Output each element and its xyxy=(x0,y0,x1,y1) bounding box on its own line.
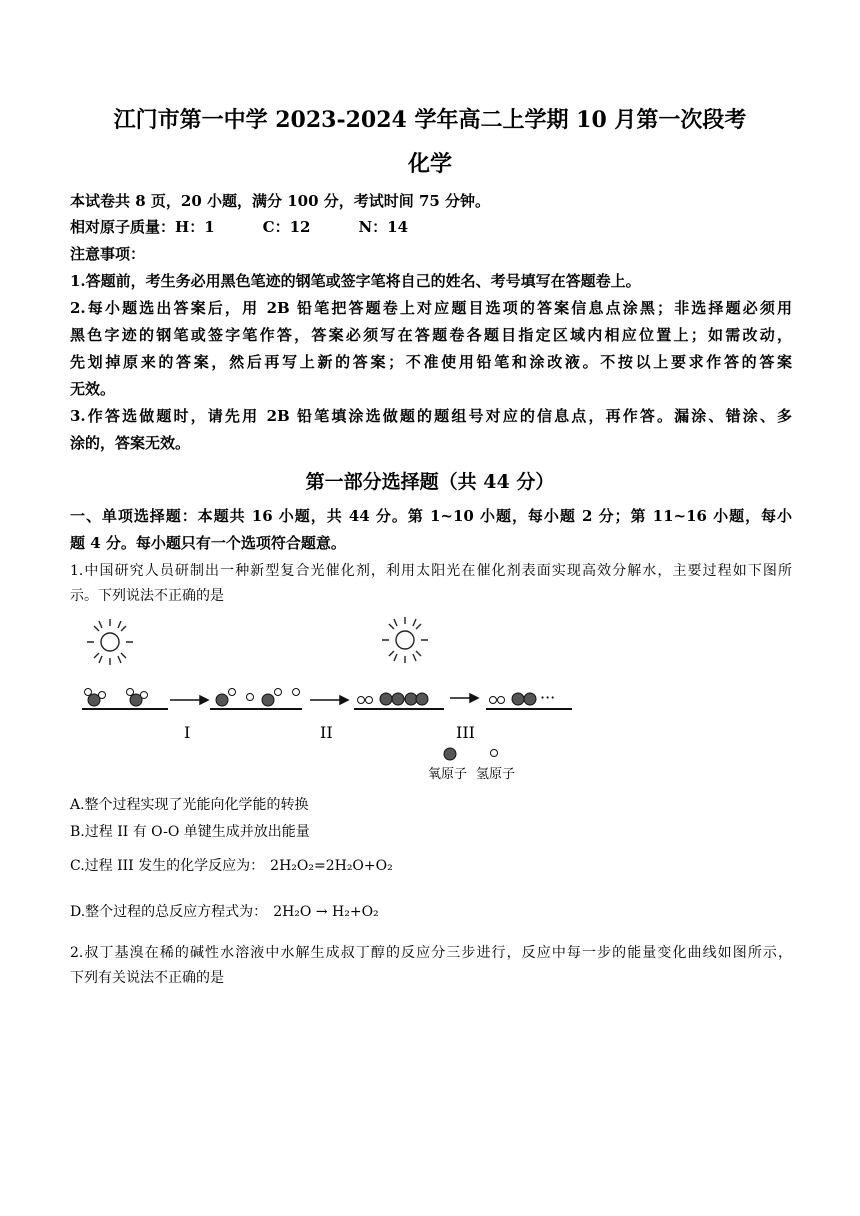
q1-option-b: B.过程 II 有 O-O 单键生成并放出能量 xyxy=(70,824,310,840)
q1-option-c xyxy=(70,855,792,875)
mass-c: C：12 xyxy=(262,218,311,236)
atomic-mass-line xyxy=(70,216,792,237)
legend-hydrogen-atom-icon xyxy=(491,750,498,757)
part1-instructions-a: 一、单项选择题：本题共 16 小题，共 44 分。第 1~10 小题，每小题 2 分；第 11~16 小题，每小 xyxy=(70,507,792,525)
notice-2-line-a: 2.每小题选出答案后，用 2B 铅笔把答题卷上对应题目选项的答案信息点涂黑；非选择题必须用 xyxy=(70,299,792,317)
notice-title: 注意事项： xyxy=(70,245,146,263)
molecules-stage-1 xyxy=(85,689,148,707)
q1-option-c-equation: 2H₂O₂=2H₂O+O₂ xyxy=(270,858,393,874)
step-label-1: I xyxy=(184,723,191,742)
subject-title: 化学 xyxy=(407,151,452,177)
arrow-1-head xyxy=(200,696,208,704)
molecules-stage-2 xyxy=(216,689,300,707)
notice-2-line-d: 无效。 xyxy=(70,380,116,398)
arrow-3-head xyxy=(470,694,478,702)
legend-hydrogen-label: 氢原子 xyxy=(476,767,516,782)
sun-icon-2 xyxy=(382,617,428,663)
water-splitting-figure xyxy=(72,612,612,784)
legend-oxygen-atom-icon xyxy=(444,748,456,760)
mass-n: N：14 xyxy=(358,218,409,236)
arrow-2-head xyxy=(340,696,348,704)
atomic-mass-label: 相对原子质量： xyxy=(70,218,176,236)
ellipsis-label: ··· xyxy=(540,688,556,707)
mass-h: H：1 xyxy=(175,218,215,236)
notice-3-line-b: 涂的，答案无效。 xyxy=(70,434,191,452)
q1-option-d xyxy=(70,901,792,921)
exam-title: 江门市第一中学 2023-2024 学年高二上学期 10 月第一次段考 xyxy=(113,107,747,133)
exam-info: 本试卷共 8 页，20 小题，满分 100 分，考试时间 75 分钟。 xyxy=(70,192,491,210)
notice-2-line-c: 先划掉原来的答案，然后再写上新的答案；不准使用铅笔和涂改液。不按以上要求作答的答案 xyxy=(70,353,792,371)
q1-option-d-text: D.整个过程的总反应方程式为： xyxy=(70,904,268,920)
part1-heading: 第一部分选择题（共 44 分） xyxy=(305,471,555,493)
notice-1: 1.答题前，考生务必用黑色笔迹的钢笔或签字笔将自己的姓名、考号填写在答题卷上。 xyxy=(70,272,641,290)
q2-stem-b: 下列有关说法不正确的是 xyxy=(70,970,224,986)
legend-oxygen-label: 氧原子 xyxy=(428,767,468,782)
molecules-stage-4 xyxy=(490,693,537,705)
notice-2-line-b: 黑色字迹的钢笔或签字笔作答，答案必须写在答题卷各题目指定区域内相应位置上；如需改动， xyxy=(70,326,792,344)
part1-instructions-b: 题 4 分。每小题只有一个选项符合题意。 xyxy=(70,534,346,552)
q1-stem-a: 1.中国研究人员研制出一种新型复合光催化剂，利用太阳光在催化剂表面实现高效分解水，主要过程如下图所 xyxy=(70,563,792,579)
molecules-stage-3 xyxy=(358,693,429,705)
q1-option-a: A.整个过程实现了光能向化学能的转换 xyxy=(70,797,309,813)
step-label-3: III xyxy=(456,723,475,742)
sun-icon-1 xyxy=(87,619,133,665)
q2-stem-a: 2.叔丁基溴在稀的碱性水溶液中水解生成叔丁醇的反应分三步进行，反应中每一步的能量变化曲线如图所示， xyxy=(70,945,792,961)
q1-option-d-equation: 2H₂O → H₂+O₂ xyxy=(273,904,379,920)
step-label-2: II xyxy=(320,723,333,742)
q1-stem-b: 示。下列说法不正确的是 xyxy=(70,588,224,604)
notice-3-line-a: 3.作答选做题时，请先用 2B 铅笔填涂选做题的题组号对应的信息点，再作答。漏涂、错涂、多 xyxy=(70,407,792,425)
q1-option-c-text: C.过程 III 发生的化学反应为： xyxy=(70,858,265,874)
